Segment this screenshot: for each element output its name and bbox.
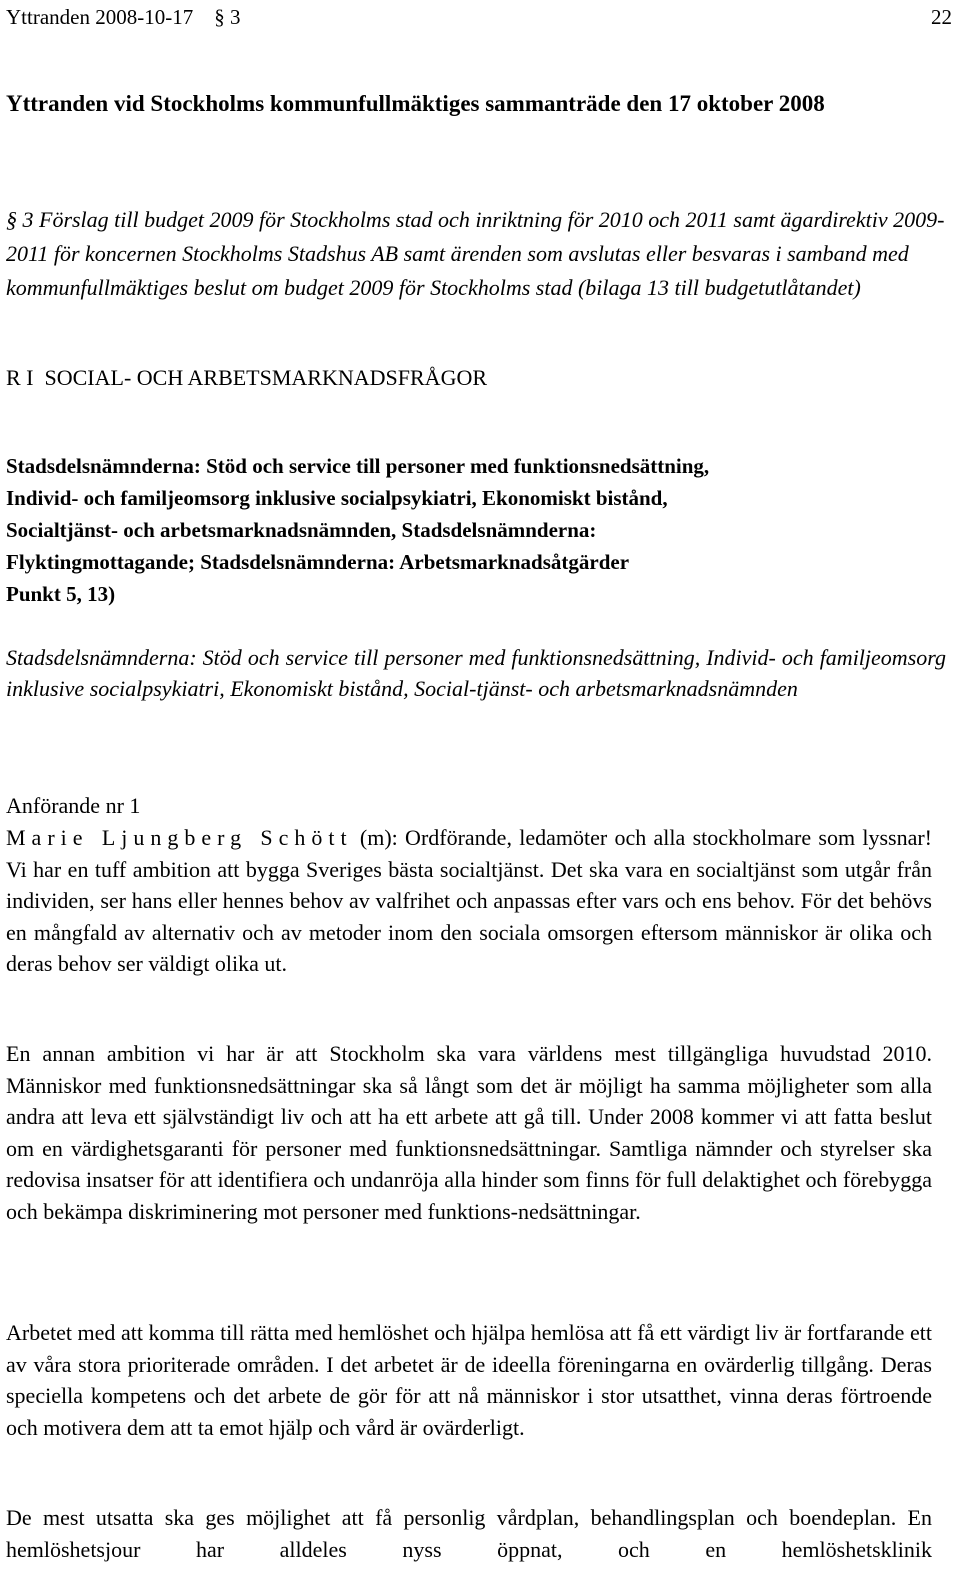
topic-line: Individ- och familjeomsorg inklusive socialpsykiatri, Ekonomiskt bistånd,: [6, 486, 668, 510]
speech-paragraph-3: Arbetet med att komma till rätta med hemlöshet och hjälpa hemlösa att få ett värdigt liv är fortfarande ett av våra stora prioriterade områden. I det arbetet är de ideella föreningarna en ovärderlig tillgång. Deras speciella kompetens och det arbete de gör för att nå människor i stor utsatthet, vinna deras förtroende och motivera dem att ta emot hjälp och vård är ovärderligt.: [6, 1320, 932, 1440]
agenda-subject: § 3 Förslag till budget 2009 för Stockholms stad och inriktning för 2010 och 2011 samt ägardirektiv 2009-2011 för koncernen Stockholms Stadshus AB samt ärenden som avslutas eller besvaras i samband med kommunfullmäktiges beslut om budget 2009 för Stockholms stad (bilaga 13 till budgetutlåtandet): [6, 207, 945, 300]
document-title: Yttranden vid Stockholms kommunfullmäktiges sammanträde den 17 oktober 2008: [6, 91, 825, 116]
page-number: 22: [931, 5, 952, 29]
speech-paragraph-1: [6, 822, 932, 980]
speech-paragraph-4: De mest utsatta ska ges möjlighet att få personlig vårdplan, behandlingsplan och boendeplan. En hemlöshetsjour har alldeles nyss öppnat, och en hemlöshetsklinik: [6, 1505, 932, 1562]
topic-line: Socialtjänst- och arbetsmarknadsnämnden, Stadsdelsnämnderna:: [6, 518, 597, 542]
header-date-section: Yttranden 2008-10-17 § 3: [6, 5, 241, 29]
topics-bold: [6, 450, 946, 610]
topic-line: Flyktingmottagande; Stadsdelsnämnderna: Arbetsmarknadsåtgärder: [6, 550, 630, 574]
paragraph-text: (m): Ordförande, ledamöter och alla stockholmare som lyssnar! Vi har en tuff ambition att bygga Sveriges bästa socialtjänst. Det ska vara en socialtjänst som utgår från individen, ser hans eller hennes behov av valfrihet och anpassas efter vars och ens behov. För det behövs en mångfald av alternativ och av metoder inom den sociala omsorgen eftersom människor är olika och deras behov ser väldigt olika ut.: [6, 825, 933, 976]
speech-paragraph-2: En annan ambition vi har är att Stockholm ska vara världens mest tillgängliga huvudstad 2010. Människor med funktionsnedsättningar ska så långt som det är möjligt ha samma möjligheter som alla andra att leva ett självständigt liv och att ha ett arbete att gå till. Under 2008 kommer vi att fatta beslut om en värdighetsgaranti för personer med funktionsnedsättningar. Samtliga nämnder och styrelser ska redovisa insatser för att identifiera och undanröja alla hinder som finns för full delaktighet och förebygga och bekämpa diskriminering mot personer med funktions-nedsättningar.: [6, 1041, 932, 1224]
section-heading: R I SOCIAL- OCH ARBETSMARKNADSFRÅGOR: [6, 365, 488, 390]
speaker-name: Marie Ljungberg Schött: [6, 825, 353, 850]
speech-number: Anförande nr 1: [6, 793, 141, 818]
topics-italic: Stadsdelsnämnderna: Stöd och service till personer med funktionsnedsättning, Individ- och familjeomsorg inklusive socialpsykiatri, Ekonomiskt bistånd, Social-tjänst- och arbetsmarknadsnämnden: [6, 645, 946, 701]
page-header: [6, 2, 952, 32]
topic-line: Punkt 5, 13): [6, 582, 116, 606]
topic-line: Stadsdelsnämnderna: Stöd och service till personer med funktionsnedsättning,: [6, 454, 710, 478]
